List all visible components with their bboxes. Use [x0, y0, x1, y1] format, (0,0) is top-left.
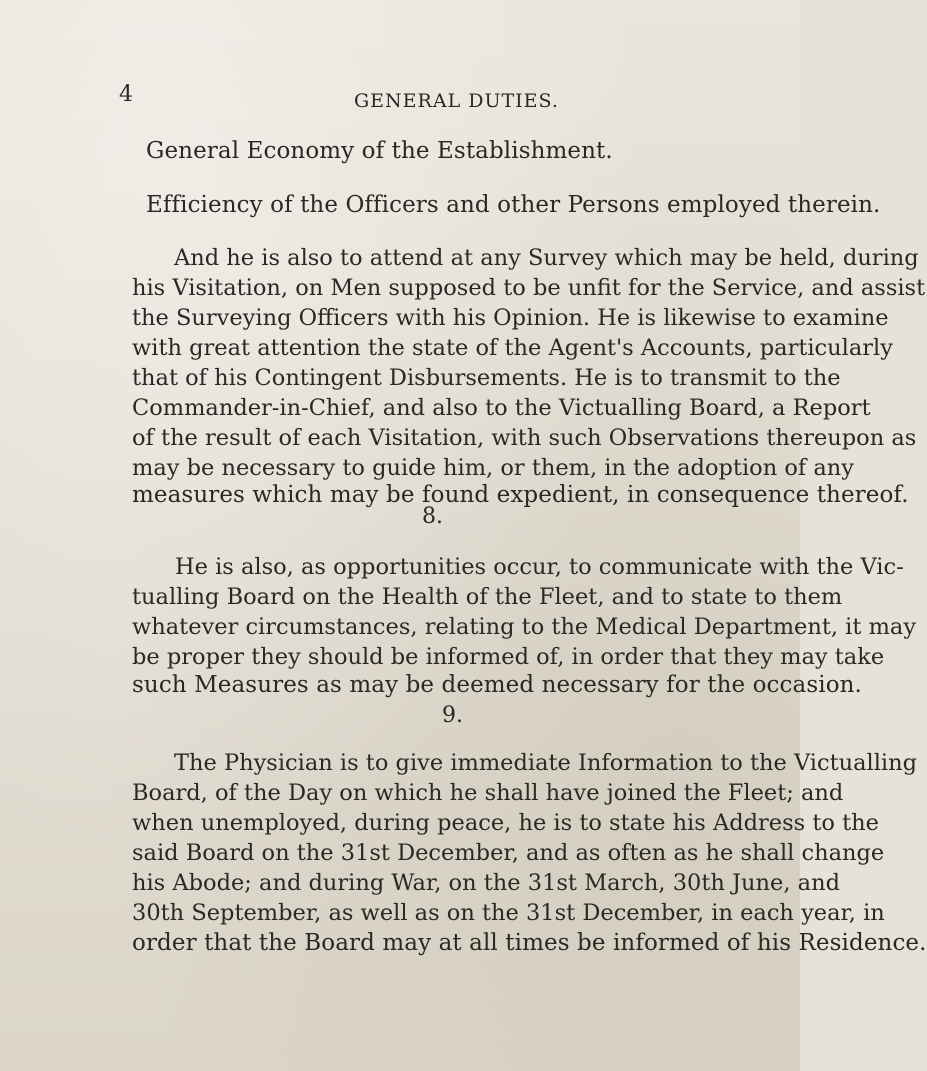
- text-line: whatever circumstances, relating to the Medical Department, it may: [132, 614, 917, 640]
- text-line: The Physician is to give immediate Information to the Victualling: [174, 750, 918, 776]
- text-line: with great attention the state of the Agent's Accounts, particularly: [132, 335, 893, 361]
- text-line: Board, of the Day on which he shall have joined the Fleet; and: [132, 780, 844, 806]
- text-line: his Abode; and during War, on the 31st March, 30th June, and: [132, 870, 840, 896]
- section-number: 9.: [442, 703, 463, 728]
- text-line: when unemployed, during peace, he is to state his Address to the: [132, 810, 879, 836]
- text-line: order that the Board may at all times be informed of his Residence.: [132, 930, 927, 956]
- text-line: may be necessary to guide him, or them, in the adoption of any: [132, 455, 854, 481]
- text-line: of the result of each Visitation, with such Observations thereupon as: [132, 425, 917, 451]
- list-item: Efficiency of the Officers and other Persons employed therein.: [146, 192, 881, 218]
- text-line: be proper they should be informed of, in order that they may take: [132, 644, 885, 670]
- text-line: the Surveying Officers with his Opinion. He is likewise to examine: [132, 305, 889, 331]
- section-number: 8.: [422, 504, 443, 529]
- text-line: He is also, as opportunities occur, to communicate with the Vic-: [175, 554, 904, 580]
- text-line: his Visitation, on Men supposed to be unfit for the Service, and assist: [132, 275, 926, 301]
- text-line: 30th September, as well as on the 31st December, in each year, in: [132, 900, 885, 926]
- list-item: General Economy of the Establishment.: [146, 138, 613, 164]
- text-line: said Board on the 31st December, and as often as he shall change: [132, 840, 885, 866]
- text-line: tualling Board on the Health of the Fleet, and to state to them: [132, 584, 843, 610]
- text-line: that of his Contingent Disbursements. He is to transmit to the: [132, 365, 841, 391]
- page-number: 4: [119, 82, 133, 107]
- text-line: measures which may be found expedient, in consequence thereof.: [132, 482, 909, 508]
- running-head: GENERAL DUTIES.: [354, 90, 559, 112]
- text-line: Commander-in-Chief, and also to the Victualling Board, a Report: [132, 395, 871, 421]
- text-line: And he is also to attend at any Survey which may be held, during: [174, 245, 919, 271]
- text-line: such Measures as may be deemed necessary for the occasion.: [132, 672, 862, 698]
